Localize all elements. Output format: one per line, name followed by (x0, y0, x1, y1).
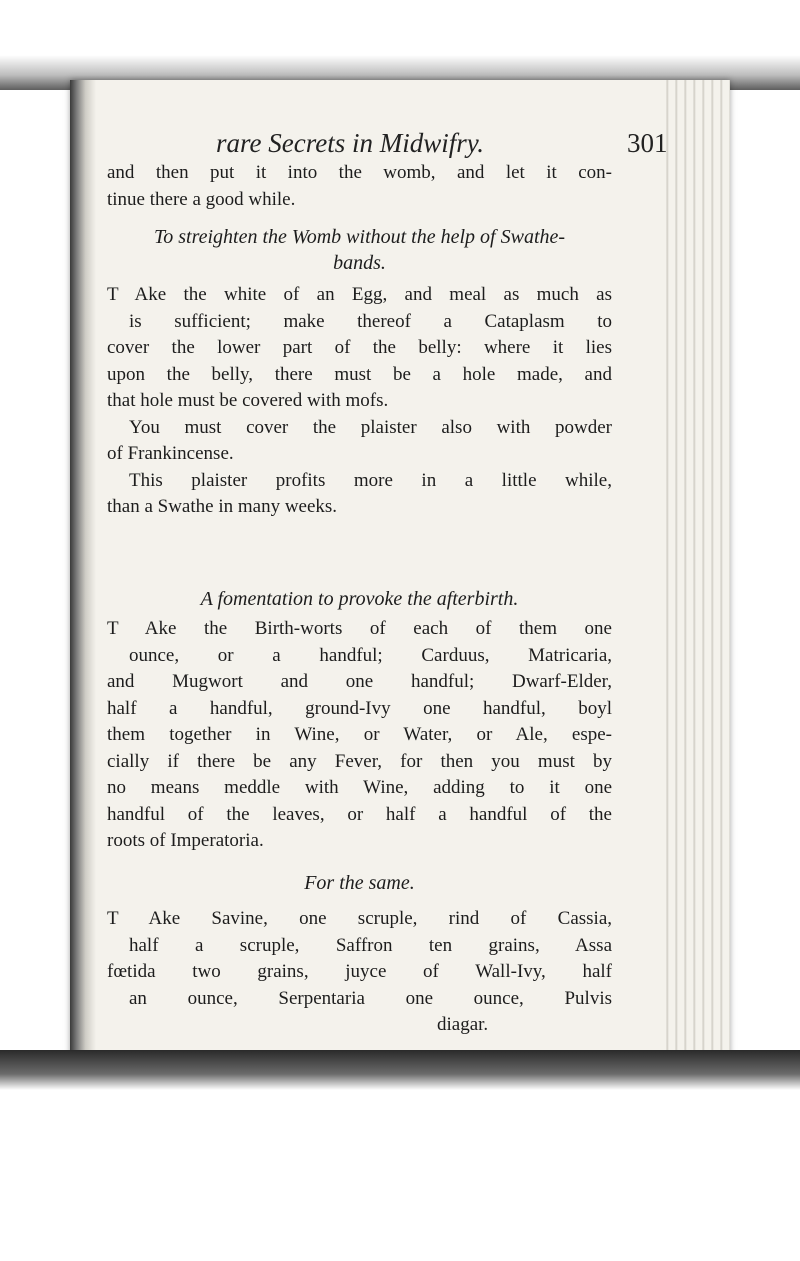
text-line: T Ake the Birth-worts of each of them one (107, 618, 612, 639)
text-line: half a handful, ground-Ivy one handful, boyl (107, 697, 612, 719)
section3-paragraph (107, 906, 612, 1039)
text-line: them together in Wine, or Water, or Ale, espe- (107, 724, 612, 745)
text-line: upon the belly, there must be a hole made, and (107, 363, 612, 385)
text-line: is sufficient; make thereof a Cataplasm to (129, 310, 612, 332)
text-line: that hole must be covered with mofs. (107, 390, 389, 411)
section2-paragraph (107, 616, 612, 855)
text-line: ounce, or a handful; Carduus, Matricaria, (129, 644, 612, 666)
binding-gutter (70, 80, 96, 1065)
text-line: than a Swathe in many weeks. (107, 496, 338, 517)
scan-top-shadow (0, 0, 800, 90)
text-line: T Ake Savine, one scruple, rind of Cassia, (107, 908, 612, 929)
running-title: rare Secrets in Midwifry. (216, 128, 484, 158)
continuation-paragraph (107, 160, 612, 213)
text-line: diagar. (437, 1014, 489, 1035)
text-line: half a scruple, Saffron ten grains, Assa (129, 934, 612, 956)
text-line: and Mugwort and one handful; Dwarf-Elder, (107, 671, 612, 692)
text-line: tinue there a good while. (107, 188, 296, 210)
heading-line: To streighten the Womb without the help of Swathe- (153, 226, 566, 248)
section-heading-fomentation: A fomentation to provoke the afterbirth. (200, 588, 519, 610)
heading-line: bands. (333, 252, 386, 274)
text-line: cially if there be any Fever, for then you must by (107, 750, 612, 772)
text-line: You must cover the plaister also with powder (129, 416, 612, 438)
page-number: 301 (627, 128, 668, 158)
text-line: fœtida two grains, juyce of Wall-Ivy, half (107, 961, 612, 982)
page-edges (660, 80, 730, 1065)
text-line: T Ake the white of an Egg, and meal as much as (107, 284, 612, 305)
text-line: cover the lower part of the belly: where it lies (107, 337, 612, 358)
section-heading-for-the-same: For the same. (304, 872, 415, 894)
section1-paragraph (107, 282, 612, 521)
text-line: no means meddle with Wine, adding to it one (107, 777, 612, 798)
scan-bottom-shadow (0, 1050, 800, 1090)
text-line: handful of the leaves, or half a handful of the (107, 803, 612, 825)
text-line: roots of Imperatoria. (107, 830, 264, 851)
section-heading-streighten (107, 224, 612, 276)
text-line: an ounce, Serpentaria one ounce, Pulvis (129, 987, 612, 1009)
text-line: of Frankincense. (107, 443, 234, 464)
text-line: This plaister profits more in a little while, (129, 469, 612, 491)
text-line: and then put it into the womb, and let it con- (107, 162, 612, 183)
